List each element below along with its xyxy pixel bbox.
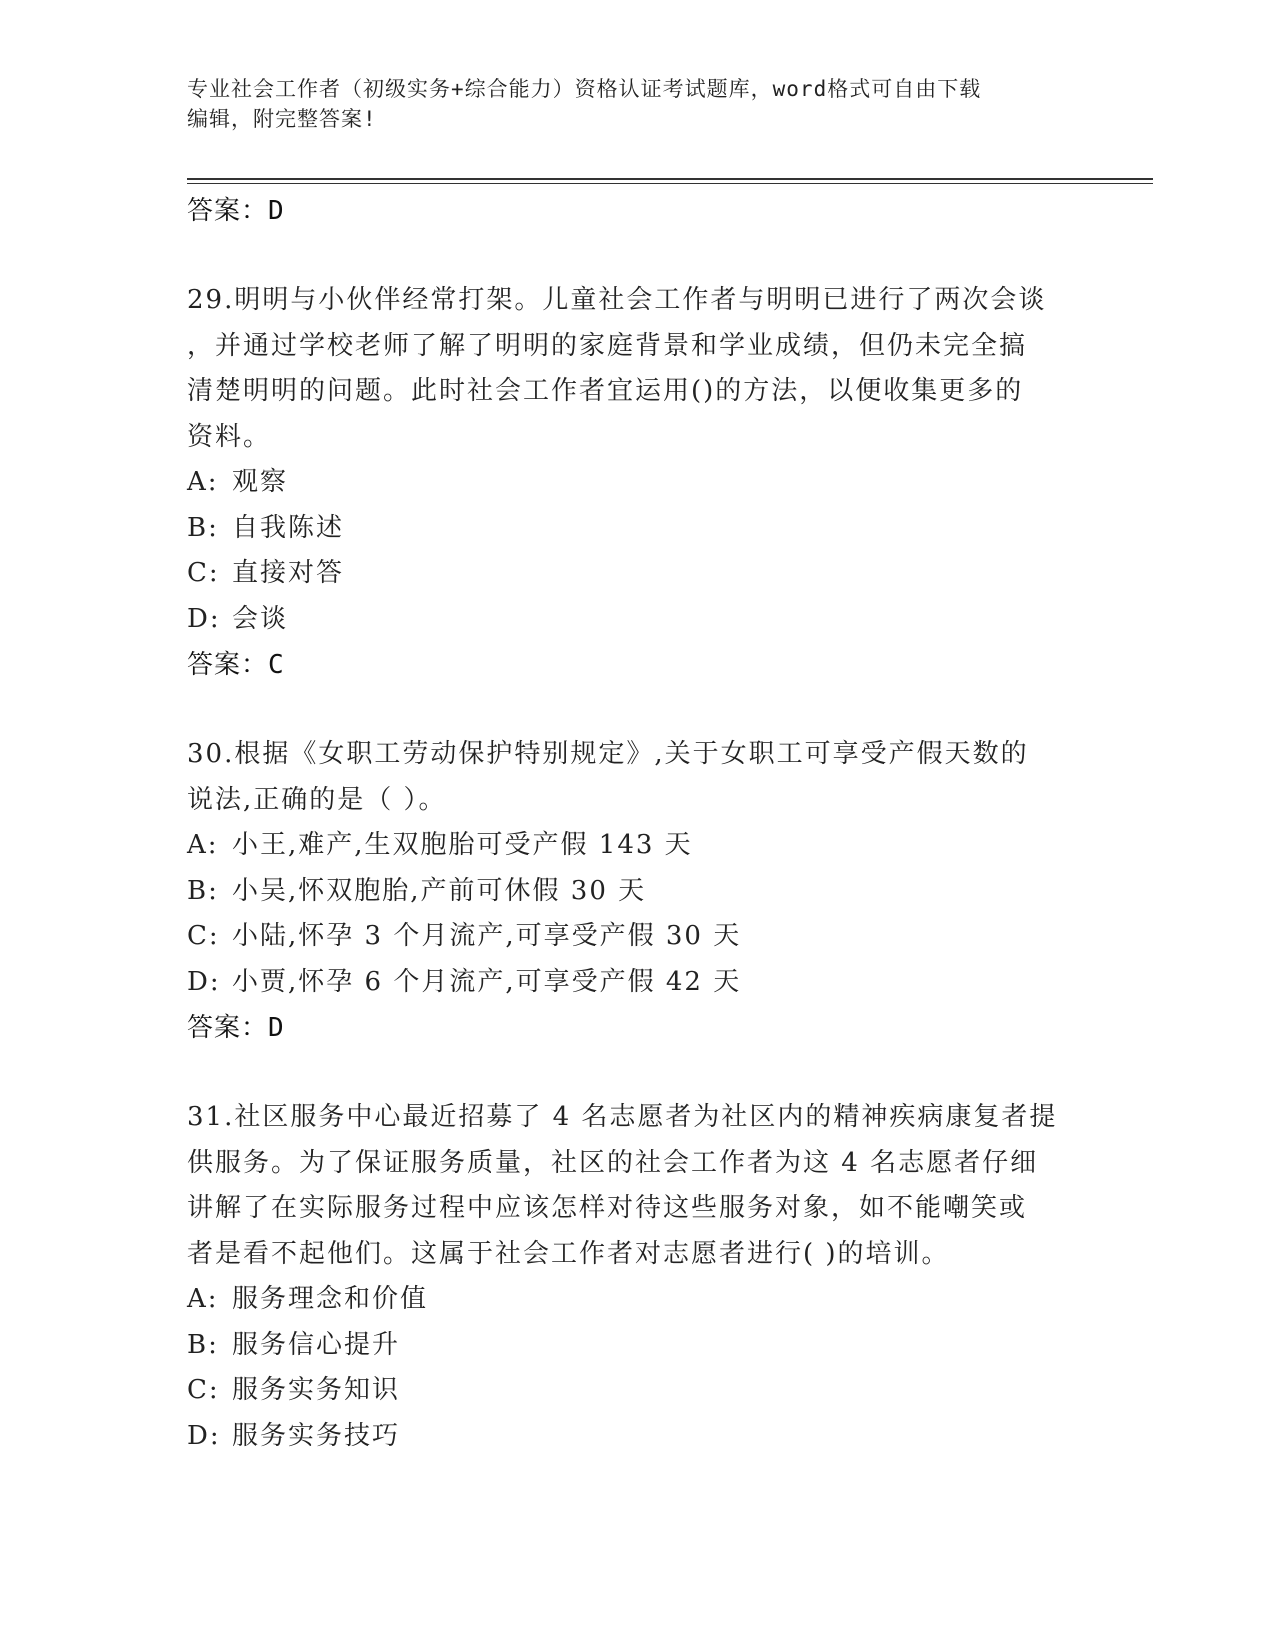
option-text: 服务理念和价值 [232, 1284, 429, 1314]
answer-line: 答案：D [187, 1013, 285, 1043]
option-text: 小王,难产,生双胞胎可受产假 143 天 [232, 830, 693, 860]
option-text: 会谈 [232, 603, 289, 634]
header-divider-thin [187, 183, 1153, 184]
option-a [187, 823, 1087, 869]
option-letter: C: [187, 921, 220, 951]
option-b [187, 1323, 1087, 1369]
question-line: 讲解了在实际服务过程中应该怎样对待这些服务对象，如不能嘲笑或 [187, 1193, 1028, 1223]
option-text: 服务实务知识 [232, 1375, 401, 1405]
option-letter: A: [187, 467, 219, 497]
answer-line: 答案：C [187, 650, 285, 680]
question-text [187, 732, 1087, 823]
option-letter: A: [187, 1284, 219, 1314]
option-text: 小陆,怀孕 3 个月流产,可享受产假 30 天 [232, 921, 742, 951]
header-line-1: 专业社会工作者（初级实务+综合能力）资格认证考试题库，word格式可自由下载 [187, 77, 982, 101]
question-block-30 [187, 732, 1087, 1051]
option-letter: D: [187, 603, 221, 634]
question-line: 说法,正确的是（ ）。 [187, 784, 447, 815]
question-line: 30.根据《女职工劳动保护特别规定》,关于女职工可享受产假天数的 [187, 739, 1029, 769]
question-content [187, 188, 1087, 1459]
option-c [187, 914, 1087, 960]
option-text: 小吴,怀双胞胎,产前可休假 30 天 [232, 875, 647, 906]
option-c [187, 551, 1087, 597]
option-c [187, 1368, 1087, 1414]
option-text: 小贾,怀孕 6 个月流产,可享受产假 42 天 [232, 966, 742, 997]
option-b [187, 869, 1087, 915]
spacer [187, 1051, 1087, 1095]
option-letter: B: [187, 1329, 219, 1360]
question-line: 29.明明与小伙伴经常打架。儿童社会工作者与明明已进行了两次会谈 [187, 285, 1047, 315]
option-letter: A: [187, 830, 219, 860]
spacer [187, 234, 1087, 278]
option-letter: D: [187, 966, 221, 997]
question-line: 者是看不起他们。这属于社会工作者对志愿者进行( )的培训。 [187, 1238, 950, 1269]
option-text: 观察 [232, 467, 289, 497]
option-a [187, 1277, 1087, 1323]
option-letter: B: [187, 512, 219, 543]
question-line: 供服务。为了保证服务质量，社区的社会工作者为这 4 名志愿者仔细 [187, 1147, 1039, 1178]
header-divider [187, 178, 1153, 180]
question-line: 资料。 [187, 421, 272, 452]
option-text: 自我陈述 [232, 512, 345, 543]
page-header [187, 74, 1087, 134]
option-letter: C: [187, 558, 220, 588]
option-letter: C: [187, 1375, 220, 1405]
previous-answer: 答案：D [187, 196, 285, 226]
option-text: 服务实务技巧 [232, 1420, 401, 1451]
option-d [187, 960, 1087, 1006]
question-block-31 [187, 1095, 1087, 1459]
question-block-29 [187, 278, 1087, 688]
question-text [187, 278, 1087, 460]
question-text [187, 1095, 1087, 1277]
option-letter: B: [187, 875, 219, 906]
option-b [187, 506, 1087, 552]
option-text: 直接对答 [232, 558, 345, 588]
question-line: ，并通过学校老师了解了明明的家庭背景和学业成绩，但仍未完全搞 [187, 330, 1028, 361]
spacer [187, 688, 1087, 732]
question-line: 清楚明明的问题。此时社会工作者宜运用()的方法，以便收集更多的 [187, 376, 1024, 406]
option-text: 服务信心提升 [232, 1329, 401, 1360]
option-a [187, 460, 1087, 506]
header-line-2: 编辑，附完整答案! [187, 107, 377, 131]
option-d [187, 597, 1087, 643]
option-letter: D: [187, 1420, 221, 1451]
question-line: 31.社区服务中心最近招募了 4 名志愿者为社区内的精神疾病康复者提 [187, 1102, 1058, 1132]
option-d [187, 1414, 1087, 1460]
